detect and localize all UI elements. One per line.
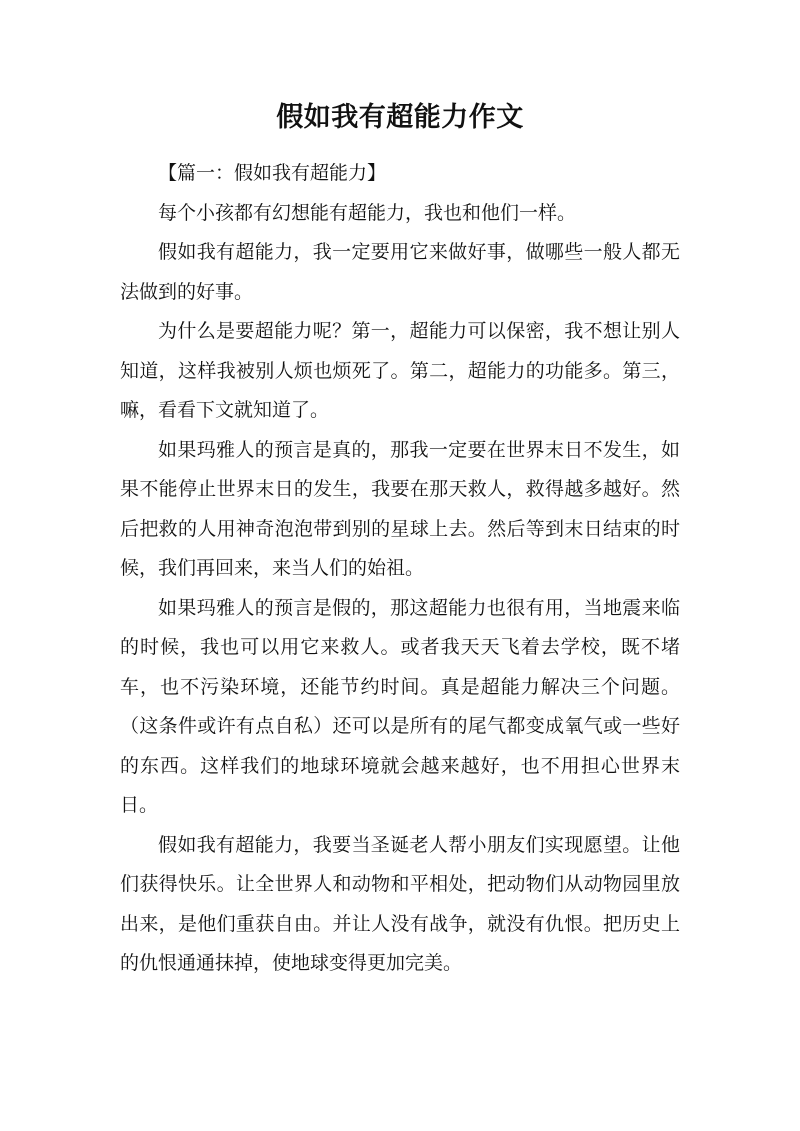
paragraph-3: 为什么是要超能力呢？第一，超能力可以保密，我不想让别人知道，这样我被别人烦也烦死了。第二，超能力的功能多。第三，嘛，看看下文就知道了。 bbox=[120, 320, 680, 421]
document-title: 假如我有超能力作文 bbox=[276, 102, 524, 133]
document-body bbox=[120, 154, 680, 984]
paragraph-4: 如果玛雅人的预言是真的，那我一定要在世界末日不发生，如果不能停止世界末日的发生，我要在那天救人，救得越多越好。然后把救的人用神奇泡泡带到别的星球上去。然后等到末日结束的时候，我们再回来，来当人们的始祖。 bbox=[120, 438, 680, 579]
paragraph-5: 如果玛雅人的预言是假的，那这超能力也很有用，当地震来临的时候，我也可以用它来救人。或者我天天飞着去学校，既不堵车，也不污染环境，还能节约时间。真是超能力解决三个问题。（这条件或许有点自私）还可以是所有的尾气都变成氧气或一些好的东西。这样我们的地球环境就会越来越好，也不用担心世界末日。 bbox=[120, 596, 680, 816]
paragraph-2: 假如我有超能力，我一定要用它来做好事，做哪些一般人都无法做到的好事。 bbox=[120, 241, 680, 303]
paragraph-6: 假如我有超能力，我要当圣诞老人帮小朋友们实现愿望。让他们获得快乐。让全世界人和动物和平相处，把动物们从动物园里放出来，是他们重获自由。并让人没有战争，就没有仇恨。把历史上的仇恨通通抹掉，使地球变得更加完美。 bbox=[120, 833, 680, 974]
section-heading: 【篇一：假如我有超能力】 bbox=[158, 162, 387, 184]
paragraph-1: 每个小孩都有幻想能有超能力，我也和他们一样。 bbox=[158, 201, 577, 224]
